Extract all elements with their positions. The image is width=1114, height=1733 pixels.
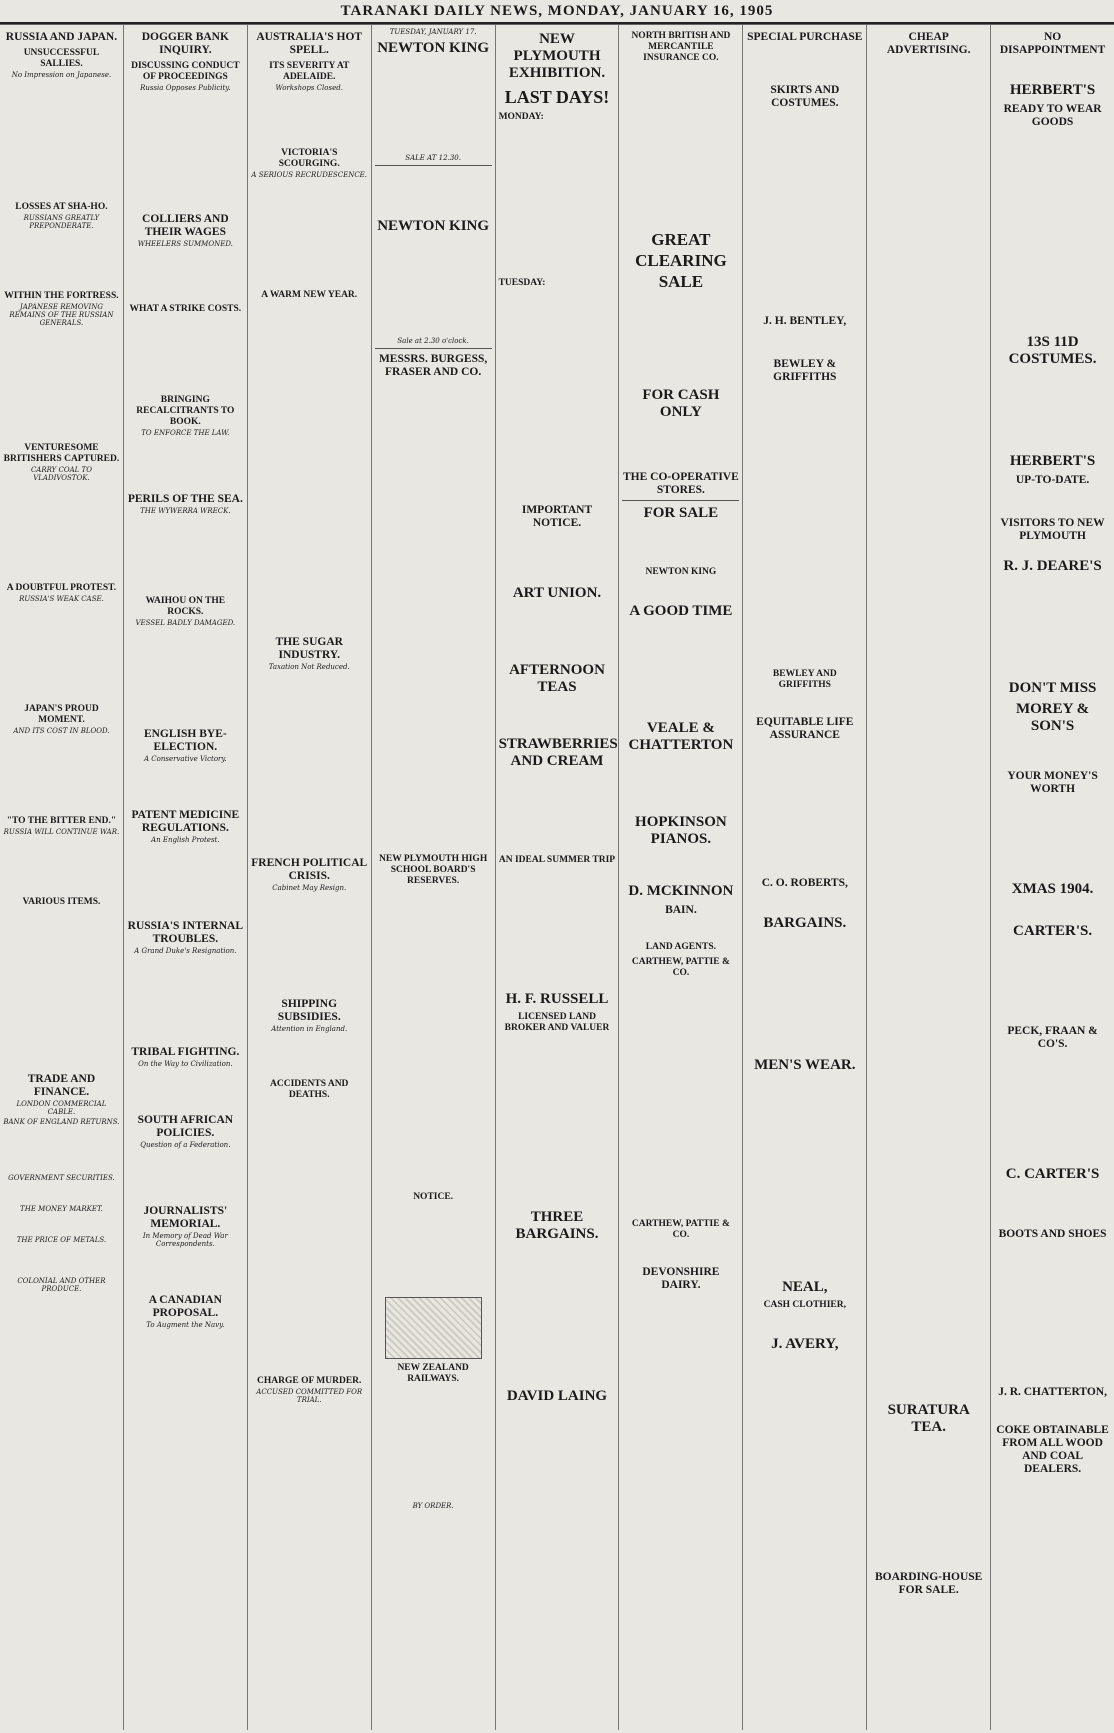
ad-mckinnon: D. MCKINNON	[628, 883, 734, 899]
subhead-attention-england: Attention in England.	[271, 1025, 348, 1033]
ad-equitable-life: EQUITABLE LIFE ASSURANCE	[756, 716, 854, 741]
ad-art-union: ART UNION.	[512, 585, 602, 601]
column-1	[0, 25, 124, 1730]
ad-ready-to-wear: READY TO WEAR GOODS	[1003, 103, 1102, 128]
ad-peck-fraan: PECK, FRAAN & CO'S.	[1007, 1025, 1098, 1050]
ad-herberts-1: HERBERT'S	[1009, 82, 1096, 98]
ad-suratura-tea: SURATURA TEA.	[887, 1402, 970, 1435]
subhead-wheelers-summoned: WHEELERS SUMMONED.	[137, 240, 233, 248]
headline-venturesome-britishers: VENTURESOME BRITISHERS CAPTURED.	[3, 442, 120, 464]
ad-great-clearing-sale: GREAT CLEARING SALE	[635, 230, 727, 291]
column-4	[372, 25, 496, 1730]
headline-journalists-memorial: JOURNALISTS' MEMORIAL.	[143, 1205, 228, 1230]
subhead-money-market: THE MONEY MARKET.	[20, 1204, 103, 1213]
headline-accidents-deaths: ACCIDENTS AND DEATHS.	[270, 1079, 349, 1100]
ad-mckinnon-bain: BAIN.	[665, 904, 697, 916]
ad-land-agents: LAND AGENTS.	[645, 942, 716, 952]
subhead-cabinet-resign: Cabinet May Resign.	[272, 884, 347, 892]
headline-trade-finance: TRADE AND FINANCE.	[27, 1072, 96, 1098]
ad-up-to-date: UP-TO-DATE.	[1015, 474, 1090, 486]
ad-bargains: BARGAINS.	[763, 915, 847, 931]
ad-important-notice: IMPORTANT NOTICE.	[521, 504, 593, 529]
ad-strawberries: STRAWBERRIES AND CREAM	[498, 736, 618, 769]
subhead-russia-opposes: Russia Opposes Publicity.	[140, 84, 231, 92]
ad-special-purchase: SPECIAL PURCHASE	[747, 31, 863, 43]
column-2	[124, 25, 248, 1730]
subhead-recrudescence: A SERIOUS RECRUDESCENCE.	[251, 171, 368, 179]
headline-within-fortress: WITHIN THE FORTRESS.	[4, 290, 119, 301]
ad-good-time: A GOOD TIME	[629, 603, 733, 619]
headline-losses-shaho: LOSSES AT SHA-HO.	[15, 201, 108, 212]
ad-visitors-new-plymouth: VISITORS TO NEW PLYMOUTH	[1000, 517, 1105, 542]
ad-cheap-advertising: CHEAP ADVERTISING.	[886, 31, 971, 56]
headline-shipping-subsidies: SHIPPING SUBSIDIES.	[277, 998, 341, 1023]
ad-costumes-13s11d: 13S 11D COSTUMES.	[1008, 334, 1097, 367]
subhead-bank-of-england: BANK OF ENGLAND RETURNS.	[3, 1117, 120, 1126]
ad-skirts-costumes: SKIRTS AND COSTUMES.	[770, 84, 840, 109]
masthead-title: TARANAKI DAILY NEWS, MONDAY, JANUARY 16, 1905	[340, 2, 774, 19]
subhead-grand-duke: A Grand Duke's Resignation.	[134, 947, 237, 955]
newspaper-page	[0, 24, 1114, 1730]
subhead-japanese-removing: JAPANESE REMOVING REMAINS OF THE RUSSIAN GENERALS.	[9, 302, 114, 327]
column-5	[496, 25, 620, 1730]
subhead-no-impression: No Impression on Japanese.	[11, 71, 112, 79]
ad-for-sale-newton-king: NEWTON KING	[645, 567, 717, 577]
headline-bitter-end: "TO THE BITTER END."	[6, 815, 117, 826]
headline-canadian-proposal: A CANADIAN PROPOSAL.	[148, 1294, 222, 1319]
subhead-severity-adelaide: ITS SEVERITY AT ADELAIDE.	[269, 61, 350, 82]
ad-boots-shoes: BOOTS AND SHOES	[998, 1228, 1107, 1240]
headline-russia-internal: RUSSIA'S INTERNAL TROUBLES.	[127, 920, 244, 945]
ad-hf-russell-sub: LICENSED LAND BROKER AND VALUER	[504, 1012, 610, 1033]
headline-various-items: VARIOUS ITEMS.	[22, 896, 101, 907]
subhead-unsuccessful-sallies: UNSUCCESSFUL SALLIES.	[23, 48, 100, 69]
subhead-workshops-closed: Workshops Closed.	[275, 84, 343, 92]
ad-carthew-pattie-1: CARTHEW, PATTIE & CO.	[631, 957, 730, 978]
ad-hopkinson-pianos: HOPKINSON PIANOS.	[635, 814, 727, 847]
ad-carters: CARTER'S.	[1013, 923, 1093, 939]
subhead-government-securities: GOVERNMENT SECURITIES.	[8, 1173, 115, 1182]
railway-engine-illustration	[385, 1297, 482, 1359]
column-3	[248, 25, 372, 1730]
subhead-english-protest: An English Protest.	[151, 836, 220, 844]
headline-perils-of-sea: PERILS OF THE SEA.	[127, 493, 243, 505]
railways-by-order: BY ORDER.	[412, 1502, 454, 1510]
ad-rj-deare: R. J. DEARE'S	[1003, 558, 1102, 574]
article-body	[3, 81, 120, 88]
headline-colliers-wages: COLLIERS AND THEIR WAGES	[142, 213, 229, 238]
ad-bewley-griffiths: BEWLEY & GRIFFITHS	[773, 358, 837, 383]
subhead-federation: Question of a Federation.	[140, 1141, 231, 1149]
subhead-conservative-victory: A Conservative Victory.	[144, 755, 227, 763]
ad-co-roberts: C. O. ROBERTS,	[761, 877, 848, 889]
ad-summer-trip: AN IDEAL SUMMER TRIP	[498, 855, 616, 865]
headline-tribal-fighting: TRIBAL FIGHTING.	[131, 1046, 240, 1058]
ad-bewley-griffiths-2: BEWLEY AND GRIFFITHS	[772, 669, 837, 690]
ad-boarding-house: BOARDING-HOUSE FOR SALE.	[875, 1571, 983, 1596]
ad-devonshire-dairy: DEVONSHIRE DAIRY.	[642, 1266, 720, 1291]
headline-south-african: SOUTH AFRICAN POLICIES.	[137, 1114, 234, 1139]
ad-tuesday: TUESDAY:	[498, 278, 546, 288]
ad-veale-chatterton: VEALE & CHATTERTON	[628, 720, 734, 753]
subhead-taxation: Taxation Not Reduced.	[268, 663, 350, 671]
subhead-carry-coal: CARRY COAL TO VLADIVOSTOK.	[30, 465, 92, 482]
column-8	[867, 25, 991, 1730]
subhead-enforce-law: TO ENFORCE THE LAW.	[141, 429, 230, 437]
ad-jr-chatterton: J. R. CHATTERTON,	[998, 1386, 1107, 1398]
subhead-war-correspondents: In Memory of Dead War Correspondents.	[142, 1232, 228, 1248]
headline-strike-costs: WHAT A STRIKE COSTS.	[129, 304, 242, 314]
sale-time-1230: SALE AT 12.30.	[405, 154, 461, 162]
subhead-russians-preponderate: RUSSIANS GREATLY PREPONDERATE.	[23, 213, 100, 230]
sale-time-230: Sale at 2.30 o'clock.	[397, 337, 469, 345]
ad-dont-miss: DON'T MISS	[1008, 680, 1097, 696]
headline-french-crisis: FRENCH POLITICAL CRISIS.	[251, 857, 368, 882]
ad-cooperative-stores: THE CO-OPERATIVE STORES.	[623, 471, 739, 496]
subhead-vessel-damaged: VESSEL BADLY DAMAGED.	[135, 619, 236, 627]
ad-mens-wear: MEN'S WEAR.	[754, 1057, 856, 1073]
ad-coke-obtainable: COKE OBTAINABLE FROM ALL WOOD AND COAL DEALERS.	[996, 1424, 1109, 1475]
headline-russia-japan: RUSSIA AND JAPAN.	[5, 31, 118, 43]
ad-hf-russell: H. F. RUSSELL	[505, 991, 609, 1007]
subhead-committed-trial: ACCUSED COMMITTED FOR TRIAL.	[256, 1388, 363, 1404]
headline-patent-medicine: PATENT MEDICINE REGULATIONS.	[131, 809, 240, 834]
headline-waihou-rocks: WAIHOU ON THE ROCKS.	[145, 596, 226, 617]
headline-warm-new-year: A WARM NEW YEAR.	[261, 290, 358, 300]
ad-three-bargains: THREE BARGAINS.	[515, 1209, 599, 1242]
ad-carthew-pattie-2: CARTHEW, PATTIE & CO.	[631, 1219, 730, 1240]
ad-david-laing: DAVID LAING	[506, 1388, 608, 1404]
headline-australia-hot-spell: AUSTRALIA'S HOT SPELL.	[256, 31, 363, 56]
ad-newton-king-2: NEWTON KING	[377, 218, 490, 234]
ad-notice: NOTICE.	[413, 1192, 454, 1202]
headline-victorias-scourging: VICTORIA'S SCOURGING.	[278, 148, 340, 169]
column-7	[743, 25, 867, 1730]
ad-money-worth: YOUR MONEY'S WORTH	[1007, 770, 1098, 795]
ad-no-disappointment: NO DISAPPOINTMENT	[999, 31, 1106, 56]
sale-date-tuesday: TUESDAY, JANUARY 17.	[389, 28, 477, 36]
ad-nz-railways: NEW ZEALAND RAILWAYS.	[397, 1363, 469, 1384]
ad-for-sale: FOR SALE	[643, 505, 719, 521]
ad-high-school-reserves: NEW PLYMOUTH HIGH SCHOOL BOARD'S RESERVES.	[379, 854, 488, 886]
ad-north-british-insurance: NORTH BRITISH AND MERCANTILE INSURANCE CO.	[631, 31, 731, 63]
column-6	[619, 25, 743, 1730]
subhead-continue-war: RUSSIA WILL CONTINUE WAR.	[3, 827, 120, 836]
subhead-price-of-metals: THE PRICE OF METALS.	[16, 1235, 107, 1244]
ad-burgess-fraser: MESSRS. BURGESS, FRASER AND CO.	[378, 353, 488, 378]
subhead-colonial-produce: COLONIAL AND OTHER PRODUCE.	[17, 1276, 106, 1293]
column-9	[991, 25, 1114, 1730]
ad-c-carters: C. CARTER'S	[1005, 1166, 1100, 1182]
ad-cash-only: FOR CASH ONLY	[642, 387, 720, 420]
ad-monday: MONDAY:	[498, 112, 544, 122]
ad-morey-sons: MOREY & SON'S	[1015, 701, 1090, 734]
ad-herberts-2: HERBERT'S	[1009, 453, 1096, 469]
subhead-discussing-conduct: DISCUSSING CONDUCT OF PROCEEDINGS	[131, 61, 240, 82]
ad-last-days: LAST DAYS!	[504, 87, 610, 107]
ad-exhibition-title: NEW PLYMOUTH EXHIBITION.	[508, 31, 606, 81]
subhead-augment-navy: To Augment the Navy.	[146, 1321, 225, 1329]
masthead	[0, 0, 1114, 24]
headline-bye-election: ENGLISH BYE-ELECTION.	[143, 728, 227, 753]
ad-afternoon-teas: AFTERNOON TEAS	[509, 662, 605, 695]
headline-recalcitrants: BRINGING RECALCITRANTS TO BOOK.	[136, 395, 235, 427]
ad-xmas-1904: XMAS 1904.	[1011, 881, 1094, 897]
ad-cash-clothier: CASH CLOTHIER,	[763, 1300, 846, 1310]
subhead-london-commercial-cable: LONDON COMMERCIAL CABLE.	[16, 1099, 107, 1116]
subhead-wywerra-wreck: THE WYWERRA WRECK.	[140, 507, 231, 515]
ad-newton-king-1: NEWTON KING	[377, 40, 490, 56]
ad-jh-bentley: J. H. BENTLEY,	[763, 315, 847, 327]
headline-doubtful-protest: A DOUBTFUL PROTEST.	[6, 582, 117, 593]
headline-charge-murder: CHARGE OF MURDER.	[257, 1376, 362, 1386]
headline-dogger-bank: DOGGER BANK INQUIRY.	[141, 31, 229, 56]
headline-sugar-industry: THE SUGAR INDUSTRY.	[275, 636, 343, 661]
ad-j-avery: J. AVERY,	[771, 1336, 839, 1352]
subhead-cost-in-blood: AND ITS COST IN BLOOD.	[13, 726, 110, 735]
ad-neal: NEAL,	[782, 1279, 828, 1295]
subhead-civilization: On the Way to Civilization.	[138, 1060, 233, 1068]
headline-japans-proud-moment: JAPAN'S PROUD MOMENT.	[24, 703, 99, 725]
subhead-russias-weak-case: RUSSIA'S WEAK CASE.	[19, 594, 104, 603]
